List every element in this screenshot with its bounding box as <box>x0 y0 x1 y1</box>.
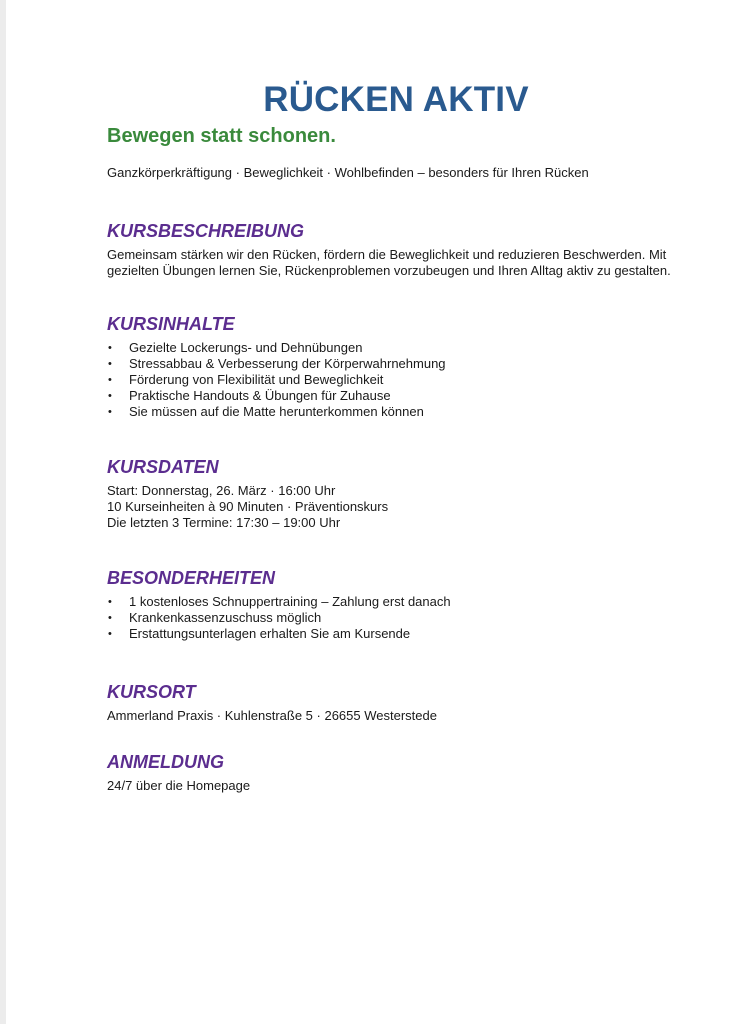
page-title: RÜCKEN AKTIV <box>263 80 529 119</box>
section-besonderheiten <box>107 568 707 642</box>
section-kursdaten <box>107 457 707 531</box>
list-item: • Stressabbau & Verbesserung der Körperwahrnehmung <box>108 356 446 371</box>
bullet-icon: • <box>108 612 112 624</box>
bullet-icon: • <box>108 628 112 640</box>
section-kursinhalte <box>107 314 707 420</box>
section-kursbeschreibung <box>107 221 707 279</box>
list-item: • Förderung von Flexibilität und Beweglichkeit <box>108 372 384 387</box>
section-kursort <box>107 682 707 724</box>
list-item: • Gezielte Lockerungs- und Dehnübungen <box>108 340 363 355</box>
list-item: • Sie müssen auf die Matte herunterkommen können <box>108 404 424 419</box>
section-heading: KURSBESCHREIBUNG <box>107 221 305 241</box>
section-anmeldung <box>107 752 707 794</box>
bullet-icon: • <box>108 358 112 370</box>
tagline: Ganzkörperkräftigung · Beweglichkeit · Wohlbefinden – besonders für Ihren Rücken <box>107 165 589 180</box>
bullet-icon: • <box>108 390 112 402</box>
section-heading: BESONDERHEITEN <box>107 568 276 588</box>
anmeldung-text: 24/7 über die Homepage <box>107 778 251 793</box>
section-heading: KURSDATEN <box>107 457 219 477</box>
section-text: Gemeinsam stärken wir den Rücken, fördern die Beweglichkeit und reduzieren Beschwerden. Mit gezielten Übungen lernen Sie, Rückenproblemen vorzubeugen und Ihren Alltag aktiv zu gestalten. <box>107 247 671 278</box>
bullet-icon: • <box>108 596 112 608</box>
kursdaten-line: Die letzten 3 Termine: 17:30 – 19:00 Uhr <box>107 515 341 530</box>
list-item: • 1 kostenloses Schnuppertraining – Zahlung erst danach <box>108 594 451 609</box>
document-page <box>6 0 736 1024</box>
bullet-icon: • <box>108 406 112 418</box>
list-item: • Erstattungsunterlagen erhalten Sie am Kursende <box>108 626 411 641</box>
list-item: • Krankenkassenzuschuss möglich <box>108 610 322 625</box>
kursdaten-line: 10 Kurseinheiten à 90 Minuten · Präventionskurs <box>107 499 389 514</box>
kursdaten-line: Start: Donnerstag, 26. März · 16:00 Uhr <box>107 483 336 498</box>
bullet-list <box>107 340 707 420</box>
list-item: • Praktische Handouts & Übungen für Zuhause <box>108 388 391 403</box>
section-heading: KURSINHALTE <box>107 314 235 334</box>
section-heading: ANMELDUNG <box>107 752 224 772</box>
subtitle: Bewegen statt schonen. <box>107 125 336 147</box>
kursort-address: Ammerland Praxis · Kuhlenstraße 5 · 26655 Westerstede <box>107 708 437 723</box>
section-heading: KURSORT <box>107 682 196 702</box>
bullet-icon: • <box>108 342 112 354</box>
bullet-icon: • <box>108 374 112 386</box>
bullet-list <box>107 594 707 642</box>
